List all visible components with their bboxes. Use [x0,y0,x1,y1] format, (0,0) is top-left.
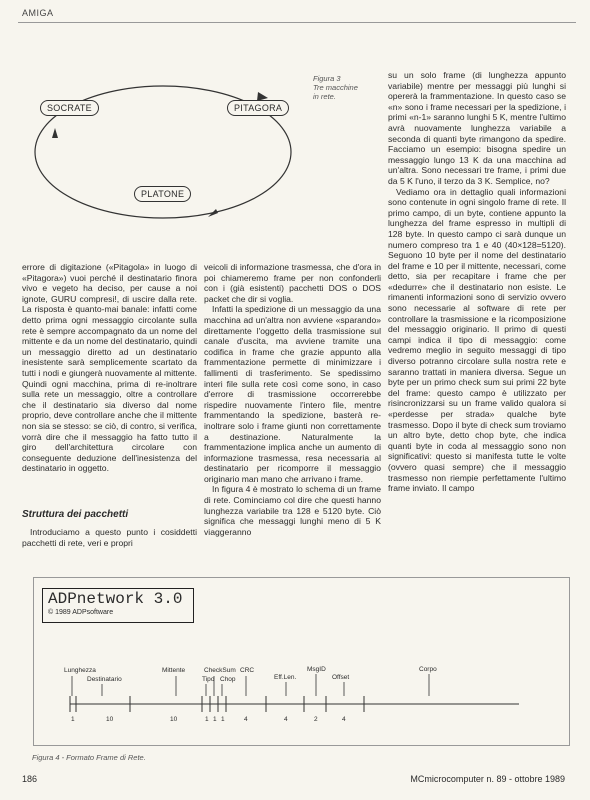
logo-title: ADPnetwork 3.0 [48,590,183,608]
field-label: Corpo [419,666,437,673]
field-label: MsgID [307,666,326,673]
page-number: 186 [22,774,38,784]
paragraph: veicoli di informazione trasmessa, che d'ora in poi chiameremo frame per non confonderli con i (già esistenti) pacchetti DOS o DOS packet che dir si voglia. [204,262,381,304]
field-size: 2 [314,716,318,723]
paragraph: su un solo frame (di lunghezza appunto variabile) mentre per messaggi più lunghi si opererà la frammentazione. In questo caso se «n» sono i frame necessari per la spedizione, i primi «n-1» saranno lunghi 5 K, mentre l'ultimo avrà nuovamente lunghezza variabile a seconda di quanti byte rimangono da spedire. Facciamo un esempio: bisogna spedire un messaggio lungo 13 K da una macchina ad un'altra. Sono necessari tre frame, i primi due da 5 K l'uno, il terzo da 3 K. Semplice, no? [388,70,566,186]
field-size: 1 [213,716,217,723]
header-rule [18,22,576,23]
node-platone: PLATONE [134,186,191,202]
paragraph: Infatti la spedizione di un messaggio da una macchina ad un'altra non avviene «sparando» direttamente l'oggetto della trasmissione sul canale d'uscita, ma avviene tramite una codifica in frame che grazie appunto alla frammentazione permette di minimizzare i fallimenti di trasferimento. Se spedissimo interi file sulla rete così come sono, in caso d'errore di trasmissione occorrerebbe rispedire nuovamente l'intero file, mentre frammentando la spedizione, basterà re-inoltrare solo i frame giunti non correttamente a destinazione. Naturalmente la frammentazione implica anche un aumento di informazione trasmessa, resa necessaria al destinatario per ricomporre il messaggio originario man mano che arrivano i frame. [204,304,381,484]
field-label: Tipo [202,676,215,683]
field-label: Eff.Len. [274,674,297,681]
field-label: CRC [240,667,255,674]
column-3 [388,70,566,494]
figure-3-diagram [22,70,305,250]
field-label: Lunghezza [64,667,96,674]
node-pitagora: PITAGORA [227,100,289,116]
column-1 [22,262,197,474]
field-label: Offset [332,674,350,681]
field-size: 1 [71,716,75,723]
field-size: 1 [205,716,209,723]
column-2 [204,262,381,537]
paragraph: Introduciamo a questo punto i cosiddetti pacchetti di rete, veri e propri [22,527,197,548]
field-label: CheckSum [204,667,236,674]
arrow-head [52,128,58,138]
figure-4-caption: Figura 4 - Formato Frame di Rete. [32,753,146,762]
field-label: Destinatario [87,676,122,683]
section-title: Struttura dei pacchetti [22,509,129,520]
field-size: 4 [342,716,346,723]
frame-layout [34,578,569,745]
magazine-issue: MCmicrocomputer n. 89 - ottobre 1989 [410,774,565,784]
field-size: 4 [244,716,248,723]
paragraph: errore di digitazione («Pitagola» in luogo di «Pitagora») vuoi perché il destinatario finora vivo e vegeto ha deciso, per cause a noi ignote, GURU compresi!, di uscire dalla rete. La risposta è quanto-mai banale: infatti come detto prima ogni messaggio circolante sulla rete è sempre accompagnato da un nome del mittente e da un nome del destinatario, quindi un messaggio diretto ad un destinatario inesistente sarà semplicemente scartato da tutti i nodi e giungerà nuovamente al mittente. Quindi ogni macchina, prima di re-inoltrare sulla rete un messaggio, oltre a controllare che il destinatario sia diverso dal nome proprio, deve controllare anche che il mittente non sia se stesso: se ciò, di contro, si verifica, vorrà dire che il messaggio ha fatto tutto il giro dell'architettura circolare con conseguente deduzione dell'inesistenza del destinatario in oggetto. [22,262,197,474]
field-size: 10 [170,716,178,723]
field-size: 4 [284,716,288,723]
arrow-head [208,209,218,217]
figure-3-caption: Figura 3 Tre macchine in rete. [313,74,358,101]
column-1-continued [22,527,197,548]
logo-copyright: © 1989 ADPsoftware [48,609,114,616]
node-socrate: SOCRATE [40,100,99,116]
field-label: Mittente [162,667,186,674]
field-label: Chop [220,676,236,683]
field-size: 1 [221,716,225,723]
paragraph: Vediamo ora in dettaglio quali informazioni sono contenute in ogni singolo frame di rete. Il primo campo, di un byte, contiene appunto la lunghezza del frame espresso in multipli di 128 byte. In questo campo ci sarà dunque un numero compreso tra 1 e 40 (40×128=5120). Seguono 10 byte per il nome del destinatario del frame e 10 per il mittente, necessari, come detto, sia per recapitare i frame che per «dedurre» che il destinatario non esiste. Le rimanenti informazioni sono di servizio ovvero sono necessarie al software di rete per controllare la trasmissione e la ricomposizione del messaggio originario. Il primo di questi campi indica il tipo di messaggio: come vedremo meglio in seguito messaggi di tipo diverso potranno circolare sulla nostra rete e saranno trattati in maniera diversa. Segue un byte per un primo check sum sui primi 22 byte del frame: questo campo è utilizzato per risincronizzarsi su un frame valido qualora si «perdesse per strada» qualche byte trasmesso. Dopo il byte di check sum troviamo un altro byte, detto chop byte, che indica quanti byte in coda al messaggio sono non significativi: questo si manifesta tutte le volte (ovvero quasi sempre) che il messaggio trasmesso non riempie perfettamente l'ultimo frame inviato. Il campo [388,186,566,494]
figure-4-frame-format [33,577,570,746]
ring-diagram [22,70,305,250]
field-leaders [72,674,429,696]
field-size: 10 [106,716,114,723]
section-header: AMIGA [22,8,54,18]
paragraph: In figura 4 è mostrato lo schema di un frame di rete. Cominciamo col dire che questi hanno lunghezza variabile tra 128 e 5120 byte. Ciò significa che messaggi lunghi meno di 5 K viaggeranno [204,484,381,537]
